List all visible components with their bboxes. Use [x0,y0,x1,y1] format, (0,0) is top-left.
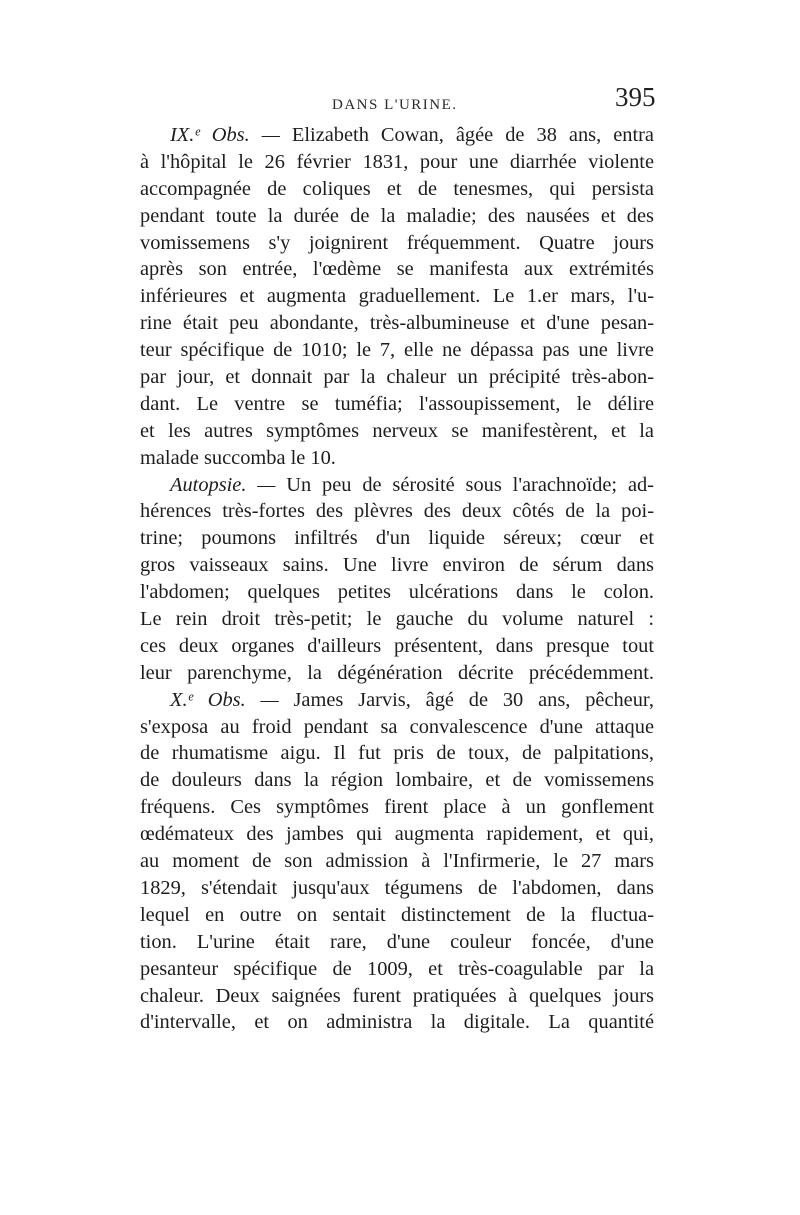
text-line: ces deux organes d'ailleurs présentent, dans presque tout [140,634,654,657]
text-line: malade succomba le 10. [140,446,336,469]
text-line: accompagnée de coliques et de tenesmes, qui persista [140,177,654,200]
observation-label: IX.ᵉ Obs. — [170,124,280,146]
text-line: vomissemens s'y joignirent fréquemment. Quatre jours [140,231,654,254]
text-line: par jour, et donnait par la chaleur un précipité très-abon- [140,366,654,389]
text-line: de douleurs dans la région lombaire, et de vomissemens [140,769,654,792]
text-line: inférieures et augmenta graduellement. Le 1.er mars, l'u- [140,285,654,308]
text-line: Le rein droit très-petit; le gauche du volume naturel : [140,608,654,631]
text-line: rine était peu abondante, très-albumineuse et d'une pesan- [140,312,654,335]
text-line: teur spécifique de 1010; le 7, elle ne dépassa pas une livre [140,339,654,362]
autopsie-label: Autopsie. — [170,473,276,496]
text-line: d'intervalle, et on administra la digitale. La quantité [140,1011,654,1034]
text-line: au moment de son admission à l'Infirmerie, le 27 mars [140,850,654,873]
running-title: DANS L'URINE. [332,97,458,113]
text-line: et les autres symptômes nerveux se manifestèrent, et la [140,419,654,442]
text-line: après son entrée, l'œdème se manifesta aux extrémités [140,258,654,281]
text-line: de rhumatisme aigu. Il fut pris de toux, de palpitations, [140,742,654,765]
page-number: 395 [615,82,656,112]
text-line [140,687,654,714]
text-line: gros vaisseaux sains. Une livre environ de sérum dans [140,554,654,577]
observation-label: X.ᵉ Obs. — [170,688,279,711]
line-text: Un peu de sérosité sous l'arachnoïde; ad- [286,473,654,496]
text-line: fréquens. Ces symptômes firent place à un gonflement [140,796,654,819]
text-line: s'exposa au froid pendant sa convalescence d'une attaque [140,715,654,738]
text-line: leur parenchyme, la dégénération décrite précédemment. [140,661,654,684]
line-text: Elizabeth Cowan, âgée de 38 ans, entra [291,124,654,146]
text-line: pesanteur spécifique de 1009, et très-coagulable par la [140,957,654,980]
body-text [140,122,654,1036]
text-line: lequel en outre on sentait distinctement de la fluctua- [140,903,654,926]
line-text: James Jarvis, âgé de 30 ans, pêcheur, [293,688,655,711]
text-line [140,122,654,149]
text-line: trine; poumons infiltrés d'un liquide séreux; cœur et [140,527,654,550]
text-line: à l'hôpital le 26 février 1831, pour une diarrhée violente [140,150,654,173]
text-line: hérences très-fortes des plèvres des deux côtés de la poi- [140,500,654,523]
text-line: chaleur. Deux saignées furent pratiquées à quelques jours [140,984,654,1007]
text-line: tion. L'urine était rare, d'une couleur foncée, d'une [140,930,654,953]
text-line: 1829, s'étendait jusqu'aux tégumens de l'abdomen, dans [140,876,654,899]
text-line: œdémateux des jambes qui augmenta rapidement, et qui, [140,823,654,846]
text-line: l'abdomen; quelques petites ulcérations dans le colon. [140,581,654,604]
text-line: dant. Le ventre se tuméfia; l'assoupissement, le délire [140,392,654,415]
text-line: pendant toute la durée de la maladie; des nausées et des [140,204,654,227]
text-line [140,472,654,499]
